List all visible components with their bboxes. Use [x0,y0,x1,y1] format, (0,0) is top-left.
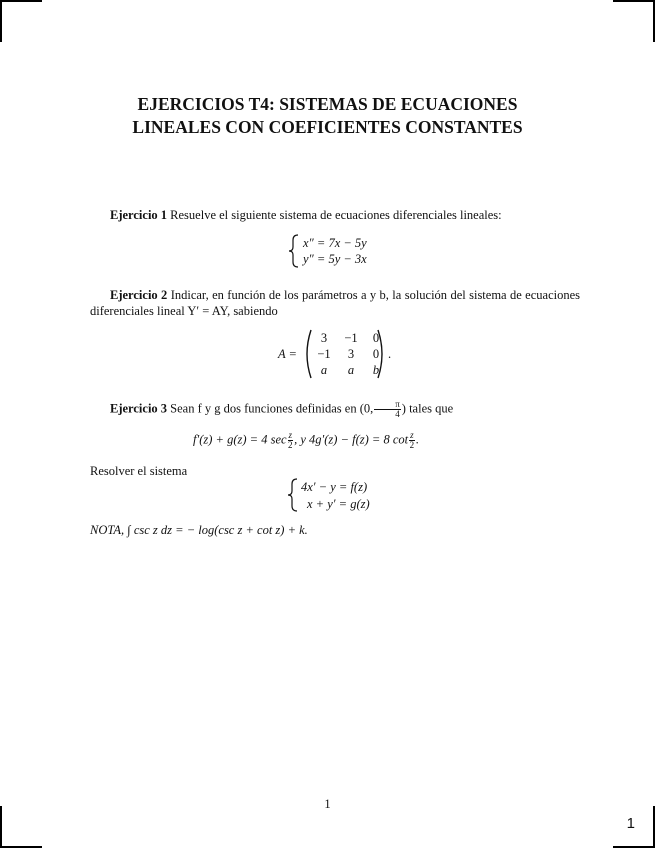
matrix-cell: 0 [372,347,380,361]
exercise-2-text: Indicar, en función de los parámetros a y b, la solución del sistema de ecuaciones diferenciales lineal Y′ = AY, sabiendo [90,288,581,318]
crop-mark-top-right-h [613,0,655,2]
matrix-A [311,330,387,378]
matrix-cell: a [320,363,328,377]
pi-over-4-fraction [374,400,401,419]
matrix-cell: −1 [317,347,331,361]
z-over-2-fraction-1 [288,431,294,450]
exercise-2-label: Ejercicio 2 [110,288,168,302]
exercise-3-text-a: Sean f y g dos funciones definidas en (0, [170,401,374,416]
document-title [0,93,655,139]
system-equation-2: x + y′ = g(z) [307,497,370,511]
page-number: 1 [324,797,331,811]
condition-left: f′(z) + g(z) = 4 sec [193,432,287,447]
matrix-cell: 3 [347,347,355,361]
matrix-cell: a [347,363,355,377]
fraction-denominator: 2 [409,440,415,450]
system-equation-1: 4x′ − y = f(z) [301,480,368,494]
crop-mark-bottom-left-v [0,806,2,848]
fraction-denominator: 2 [288,440,293,450]
matrix-end-period: . [388,347,392,361]
corner-page-number: 1 [626,815,635,832]
exercise-1-label: Ejercicio 1 [110,208,168,222]
condition-end: . [415,432,419,447]
fraction-numerator: z [410,430,414,440]
condition-middle: , y 4g′(z) − f(z) = 8 cot [294,432,409,447]
exercise-3-label: Ejercicio 3 [110,401,168,416]
fraction-numerator: π [374,400,401,410]
exercise-1-equation-1: x″ = 7x − 5y [303,236,367,250]
matrix-cell: 3 [320,331,328,345]
fraction-denominator: 4 [395,409,400,419]
exercise-3-brace [287,478,299,512]
fraction-numerator: z [288,430,293,440]
title-line-1: EJERCICIOS T4: SISTEMAS DE ECUACIONES [137,94,518,114]
title-line-2: LINEALES CON COEFICIENTES CONSTANTES [132,117,523,137]
exercise-1-brace [288,234,300,268]
exercise-3-statement [90,400,580,419]
nota: NOTA, ∫ csc z dz = − log(csc z + cot z) + k. [90,523,308,537]
matrix-cell: b [372,363,380,377]
matrix-right-paren [377,329,387,379]
z-over-2-fraction-2 [409,431,415,450]
exercise-1-equation-2: y″ = 5y − 3x [303,252,367,266]
crop-mark-top-left-v [0,0,2,42]
exercise-3-conditions [193,431,419,450]
exercise-1-statement [90,207,580,223]
exercise-3-text-b: ) tales que [401,401,454,416]
matrix-cell: −1 [344,331,358,345]
matrix-cell: 0 [372,331,380,345]
exercise-1-text: Resuelve el siguiente sistema de ecuaciones diferenciales lineales: [170,208,502,222]
matrix-lhs: A = [278,347,297,361]
crop-mark-top-left-h [0,0,42,2]
exercise-2-statement [90,287,580,319]
resolver-text: Resolver el sistema [90,464,188,478]
